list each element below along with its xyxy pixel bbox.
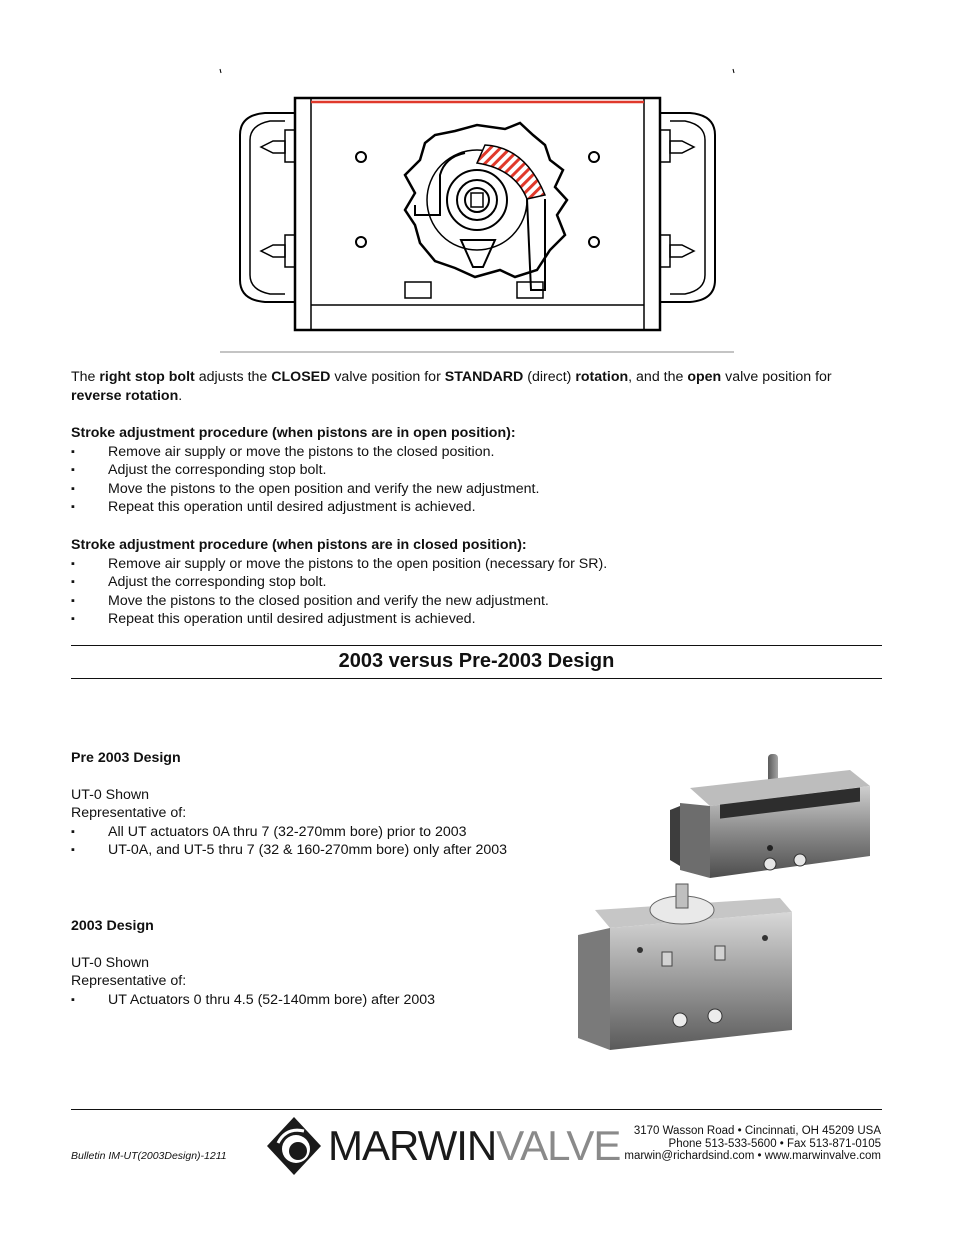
design2003-shown: UT-0 Shown (71, 954, 150, 971)
list-item: ▪ Move the pistons to the open position and verify the new adjustment. (71, 480, 886, 499)
intro-bold-text: CLOSED (271, 369, 331, 385)
marwin-valve-logo-icon (264, 1115, 324, 1177)
list-item: ▪ Move the pistons to the closed position and verify the new adjustment. (71, 592, 886, 611)
email-web: marwin@richardsind.com • www.marwinvalve.com (624, 1150, 881, 1163)
list-item: ▪ Remove air supply or move the pistons to the open position (necessary for SR). (71, 555, 886, 574)
list-item: ▪ Repeat this operation until desired adjustment is achieved. (71, 498, 886, 517)
bulletin-number: Bulletin IM-UT(2003Design)-1211 (71, 1150, 227, 1162)
design2003-heading: 2003 Design (71, 918, 154, 934)
design2003-block (71, 917, 611, 1009)
brand-name-valve: VALVE (496, 1122, 621, 1169)
phone-fax: Phone 513-533-5600 • Fax 513-871-0105 (668, 1137, 881, 1150)
pre2003-list (71, 823, 611, 860)
address: 3170 Wasson Road • Cincinnati, OH 45209 USA (633, 1125, 881, 1137)
procedure-open-list (71, 443, 886, 517)
intro-bold-text: reverse rotation (71, 387, 179, 404)
actuator-photo-pre2003 (660, 748, 880, 888)
actuator-drawing (215, 65, 740, 360)
intro-paragraph (71, 368, 886, 405)
actuator-photo-2003 (570, 880, 800, 1060)
design2003-rep: Representative of: (71, 973, 187, 989)
intro-bold-text: right stop bolt (99, 369, 195, 385)
list-item: ▪ All UT actuators 0A thru 7 (32-270mm bore) prior to 2003 (71, 823, 611, 842)
list-item: ▪ Adjust the corresponding stop bolt. (71, 573, 886, 592)
intro-text: . (178, 387, 183, 404)
list-item: ▪ Repeat this operation until desired adjustment is achieved. (71, 610, 886, 629)
list-item: ▪ Remove air supply or move the pistons to the closed position. (71, 443, 886, 462)
procedure-closed-list (71, 555, 886, 629)
contact-block (581, 1125, 881, 1163)
section-rule-top (71, 645, 882, 646)
brand-logo (264, 1115, 621, 1177)
intro-text: valve position for (330, 369, 445, 385)
intro-text: The (71, 369, 100, 385)
procedure-open-heading: Stroke adjustment procedure (when pistons are in open position): (71, 425, 516, 441)
footer-rule (71, 1109, 882, 1110)
list-item: ▪ UT Actuators 0 thru 4.5 (52-140mm bore) after 2003 (71, 991, 611, 1010)
procedure-closed-heading: Stroke adjustment procedure (when pistons are in closed position): (71, 537, 527, 553)
intro-bold-text: rotation (575, 369, 629, 385)
intro-bold-text: open (687, 369, 722, 385)
procedure-open-block (71, 424, 886, 517)
intro-text: (direct) (523, 369, 576, 385)
design2003-list (71, 991, 611, 1010)
pre2003-block (71, 749, 611, 860)
intro-text: valve position for (721, 369, 832, 385)
pre2003-heading: Pre 2003 Design (71, 750, 181, 766)
intro-bold-text: STANDARD (444, 369, 524, 385)
pre2003-shown: UT-0 Shown (71, 786, 150, 803)
intro-text: adjusts the (194, 369, 272, 385)
section-title: 2003 versus Pre-2003 Design (338, 650, 615, 672)
pre2003-rep: Representative of: (71, 805, 187, 821)
procedure-closed-block (71, 536, 886, 629)
list-item: ▪ UT-0A, and UT-5 thru 7 (32 & 160-270mm bore) only after 2003 (71, 841, 611, 860)
list-item: ▪ Adjust the corresponding stop bolt. (71, 461, 886, 480)
intro-text: , and the (628, 369, 688, 385)
brand-name-marwin: MARWIN (328, 1122, 497, 1169)
section-rule-bottom (71, 678, 882, 679)
